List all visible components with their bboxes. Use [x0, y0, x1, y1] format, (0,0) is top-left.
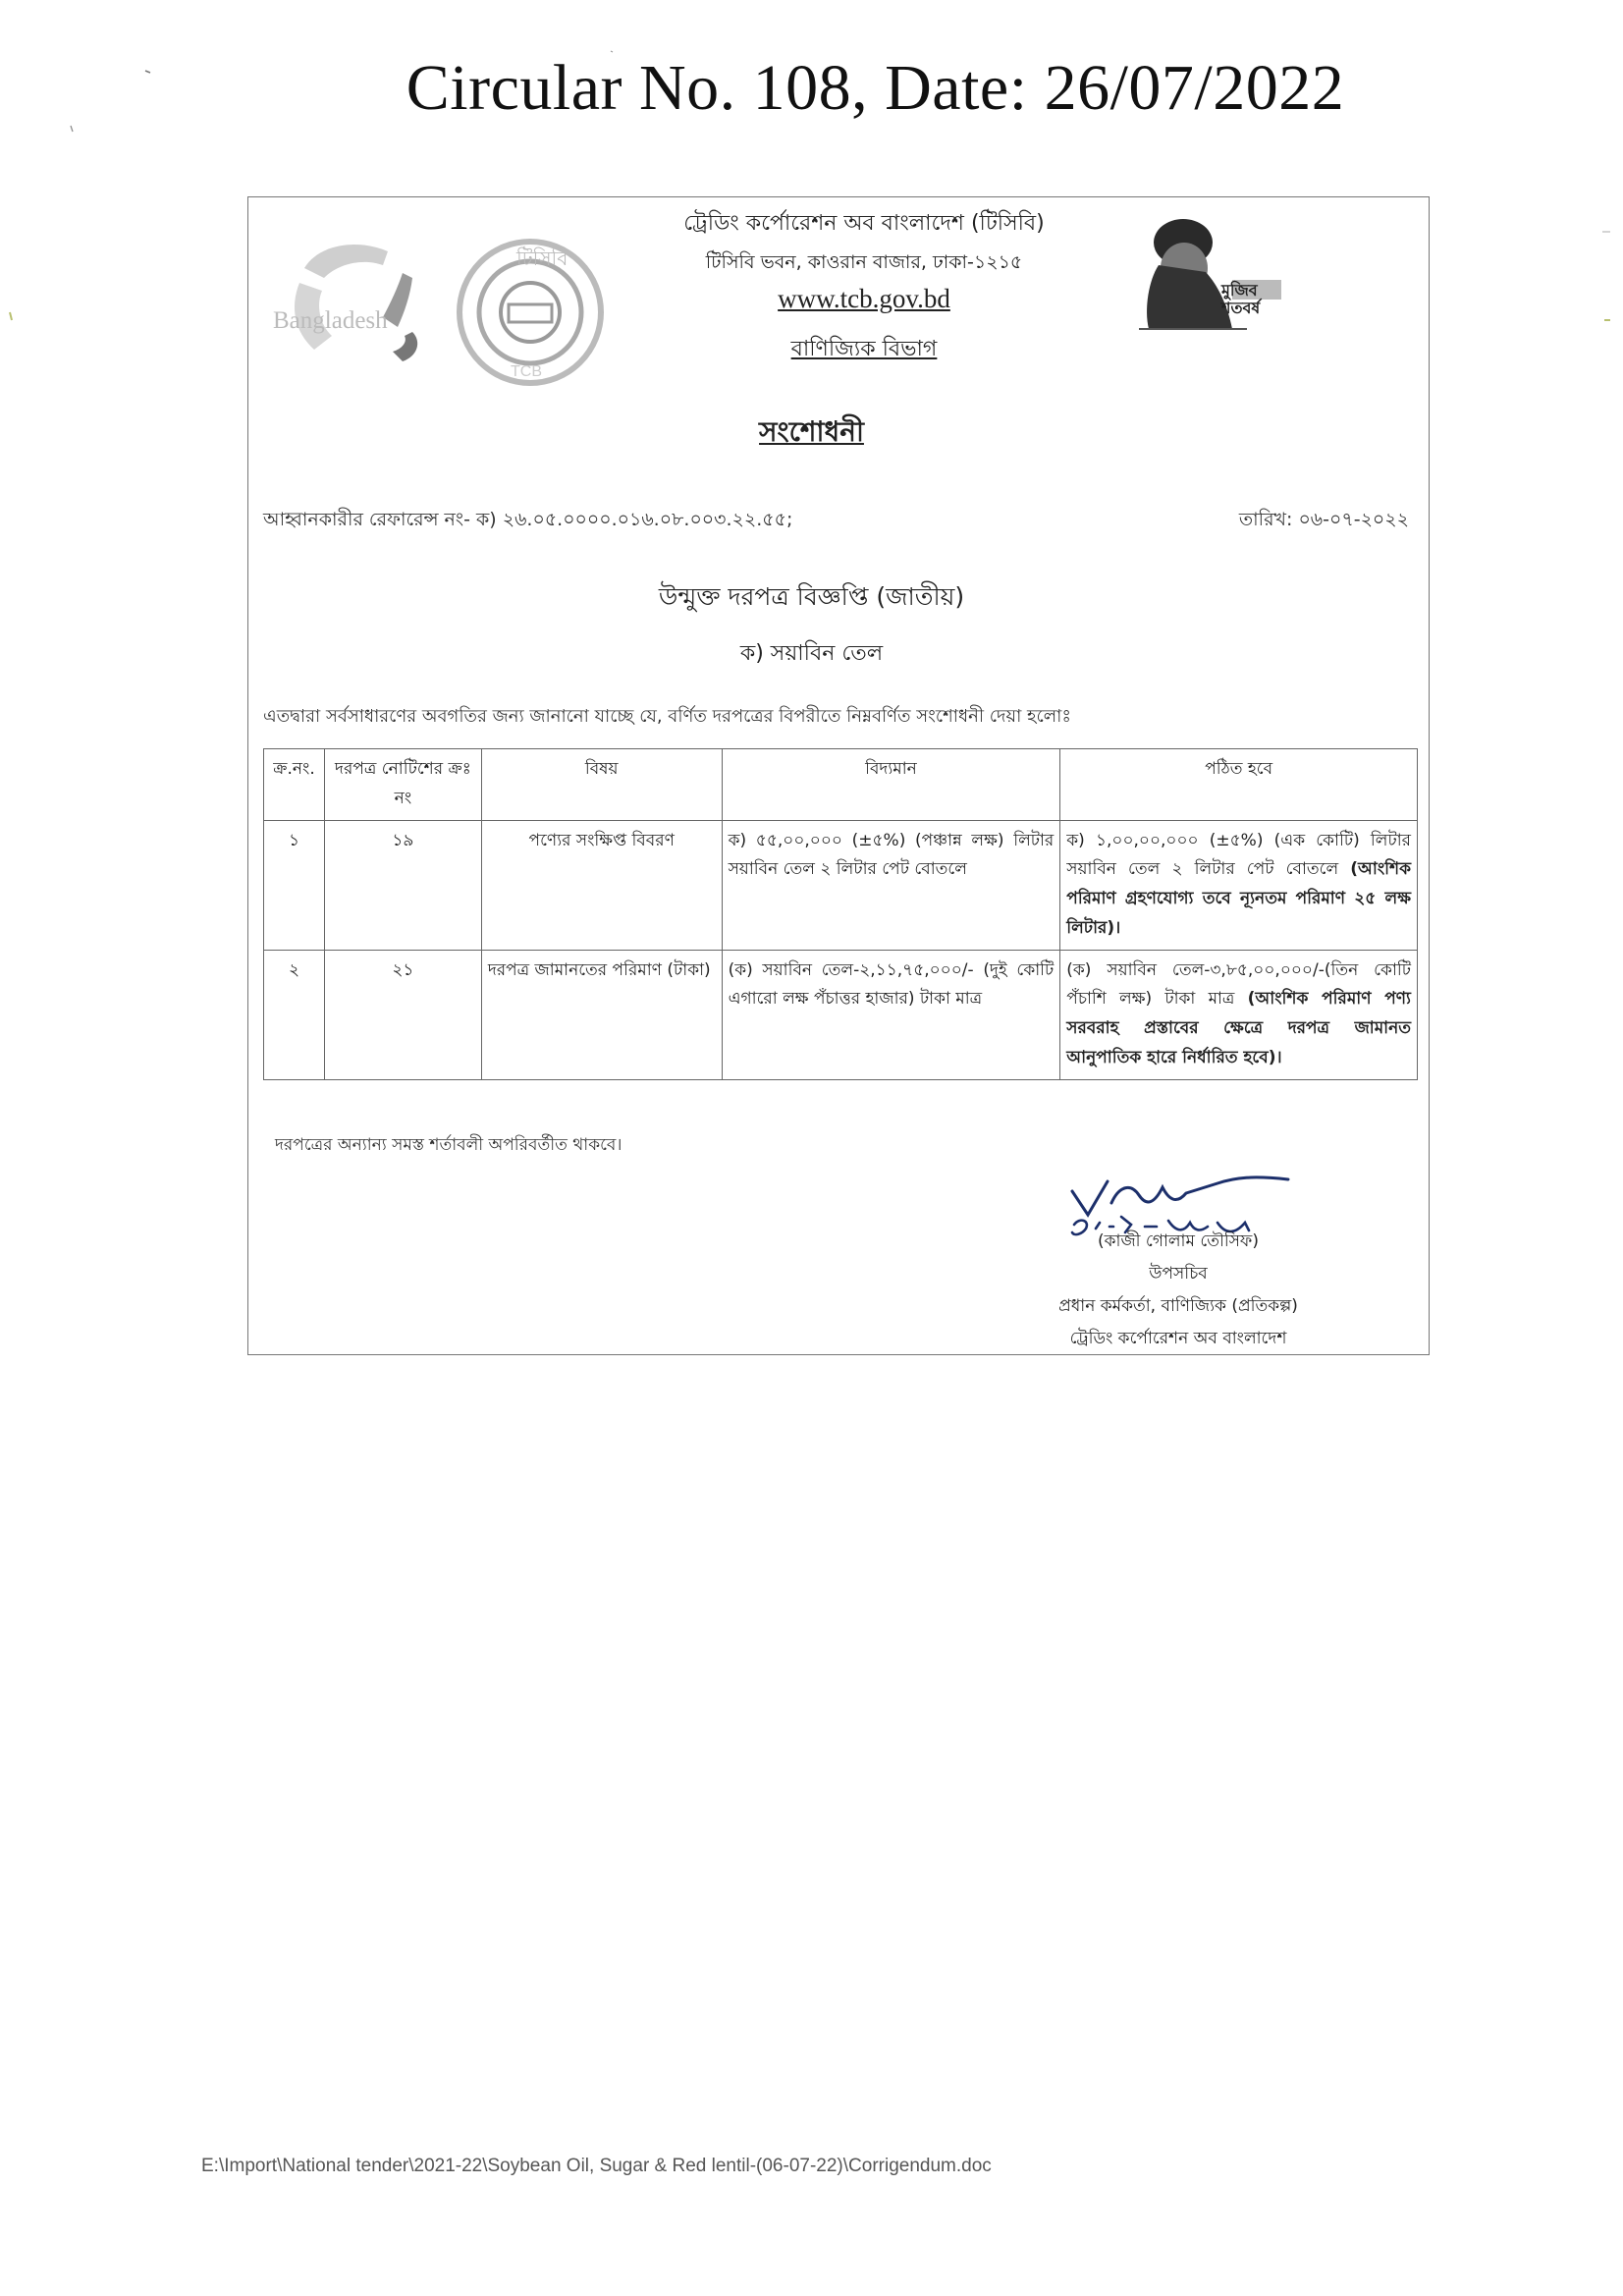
col-header-revised: পঠিত হবে	[1060, 749, 1418, 821]
footnote: দরপত্রের অন্যান্য সমস্ত শর্তাবলী অপরিবর্তীত থাকবে।	[275, 1135, 622, 1155]
tender-subtitle: ক) সয়াবিন তেল	[739, 641, 884, 666]
org-address: টিসিবি ভবন, কাওরান বাজার, ঢাকা-১২১৫	[705, 251, 1023, 273]
cell-notice-no: ১৯	[324, 820, 481, 950]
tcb-logo	[265, 234, 619, 391]
reference-number: আহ্বানকারীর রেফারেন্স নং- ক) ২৬.০৫.০০০০.০১৬.০৮.০০৩.২২.৫৫;	[263, 509, 793, 530]
intro-text: এতদ্বারা সর্বসাধারণের অবগতির জন্য জানানো যাচ্ছে যে, বর্ণিত দরপত্রের বিপরীতে নিম্নবর্ণিত সংশোধনী দেয়া হলোঃ	[263, 706, 1071, 727]
cell-existing: ক) ৫৫,০০,০০০ (±৫%) (পঞ্চান্ন লক্ষ) লিটার সয়াবিন তেল ২ লিটার পেট বোতলে	[722, 820, 1060, 950]
cell-notice-no: ২১	[324, 950, 481, 1079]
logo-text: Bangladesh	[273, 307, 388, 334]
cell-revised	[1060, 950, 1418, 1079]
col-header-existing: বিদ্যমান	[722, 749, 1060, 821]
signatory-name: (কাজী গোলাম তৌসিফ)	[1097, 1231, 1259, 1251]
cell-existing: (ক) সয়াবিন তেল-২,১১,৭৫,০০০/- (দুই কোটি এগারো লক্ষ পঁচাত্তর হাজার) টাকা মাত্র	[722, 950, 1060, 1079]
document-heading-text: সংশোধনী	[759, 415, 864, 448]
portrait-emblem	[1119, 211, 1316, 339]
issue-date: তারিখ: ০৬-০৭-২০২২	[1238, 509, 1409, 530]
cell-revised	[1060, 820, 1418, 950]
signatory-org: ট্রেডিং কর্পোরেশন অব বাংলাদেশ	[1069, 1329, 1287, 1349]
signatory-designation: উপসচিব	[1149, 1264, 1208, 1285]
table-row	[264, 820, 1418, 950]
cell-subject: দরপত্র জামানতের পরিমাণ (টাকা)	[481, 950, 722, 1079]
letterhead	[619, 206, 1109, 368]
circular-header: Circular No. 108, Date: 26/07/2022	[406, 52, 1345, 124]
amendment-table	[263, 748, 1418, 1080]
document-heading	[0, 410, 1623, 457]
revised-text-bold: (আংশিক পরিমাণ গ্রহণযোগ্য তবে ন্যূনতম পরিমাণ ২৫ লক্ষ লিটার)।	[1066, 859, 1411, 938]
portrait-text: মুজিব শতবর্ষ	[1221, 281, 1261, 317]
table-header-row	[264, 749, 1418, 821]
org-website: www.tcb.gov.bd	[778, 284, 950, 313]
cell-sl: ২	[264, 950, 325, 1079]
cell-sl: ১	[264, 820, 325, 950]
svg-text:টিসিবি: টিসিবি	[516, 246, 568, 270]
signatory-block	[1001, 1226, 1355, 1356]
signatory-role: প্রধান কর্মকর্তা, বাণিজ্যিক (প্রতিকল্প)	[1058, 1296, 1298, 1317]
department: বাণিজ্যিক বিভাগ	[790, 337, 938, 361]
cell-subject: পণ্যের সংক্ষিপ্ত বিবরণ	[481, 820, 722, 950]
col-header-notice-no: দরপত্র নোটিশের ক্রঃ নং	[324, 749, 481, 821]
revised-text: ক) ১,০০,০০,০০০ (±৫%) (এক কোটি) লিটার সয়াবিন তেল ২ লিটার পেট বোতলে	[1066, 830, 1411, 880]
col-header-sl: ক্র.নং.	[264, 749, 325, 821]
revised-text-bold: (আংশিক পরিমাণ পণ্য সরবরাহ প্রস্তাবের ক্ষেত্রে দরপত্র জামানত আনুপাতিক হারে নির্ধারিত হবে)।	[1066, 989, 1411, 1067]
file-path: E:\Import\National tender\2021-22\Soybean Oil, Sugar & Red lentil-(06-07-22)\Corrigendum.doc	[201, 2156, 992, 2176]
org-name: ট্রেডিং কর্পোরেশন অব বাংলাদেশ (টিসিবি)	[683, 211, 1045, 236]
revised-text: (ক) সয়াবিন তেল-৩,৮৫,০০,০০০/-(তিন কোটি পঁচাশি লক্ষ) টাকা মাত্র	[1066, 959, 1411, 1010]
table-row	[264, 950, 1418, 1079]
tender-title: উন্মুক্ত দরপত্র বিজ্ঞপ্তি (জাতীয়)	[658, 582, 965, 611]
col-header-subject: বিষয়	[481, 749, 722, 821]
svg-text:TCB: TCB	[511, 363, 542, 380]
